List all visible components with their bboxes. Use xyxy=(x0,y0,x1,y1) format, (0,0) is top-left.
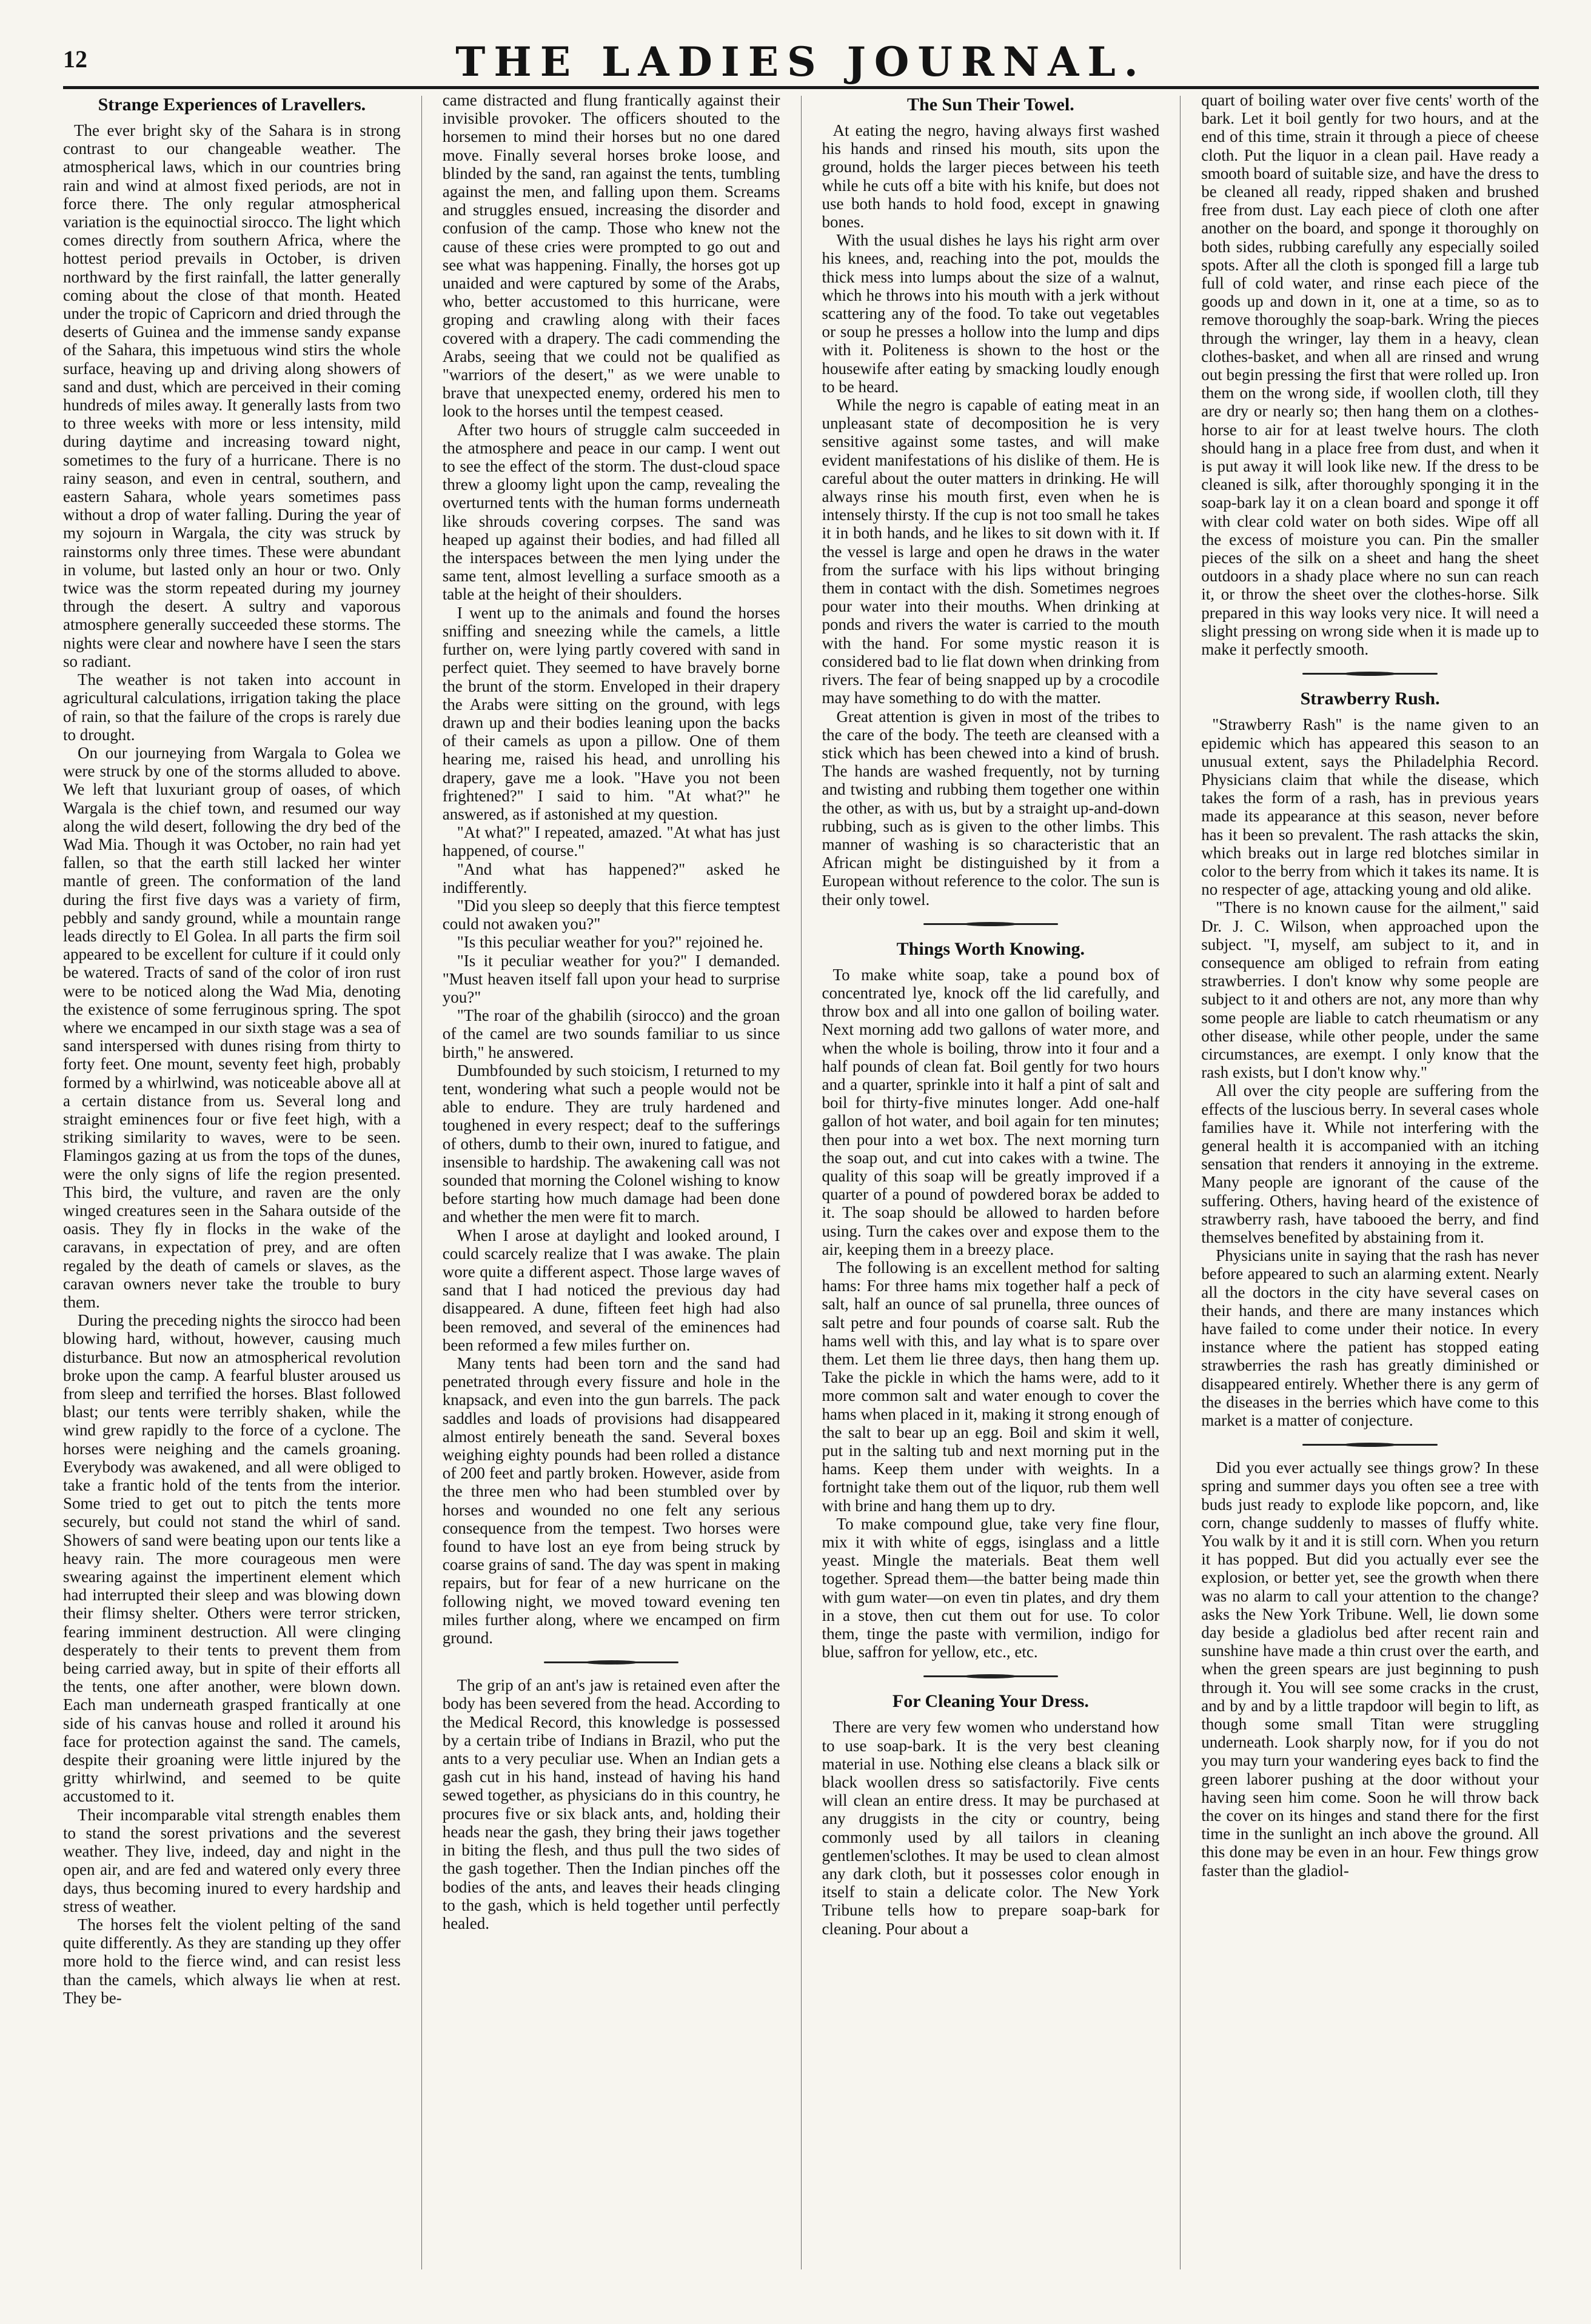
article-paragraph: Their incomparable vital strength enables them to stand the sorest privations and the severest weather. They live, indeed, day and night in the open air, and are fed and watered only every three days, thus becoming inured to every hardship and stress of weather. xyxy=(63,1805,401,1915)
section-separator xyxy=(822,1669,1160,1683)
column-3 xyxy=(822,91,1160,2269)
article-title: The Sun Their Towel. xyxy=(907,95,1074,115)
article-paragraph: While the negro is capable of eating meat in an unpleasant state of decomposition he is very sensitive against some tastes, and will make evident manifestations of his dislike of them. He is careful about the outer matters in drinking. He will always rinse his mouth first, even when he is intensely thirsty. If the cup is not too small he takes it in both hands, and he likes to sit down with it. If the vessel is large and open he draws in the water from the surface with his lips without bringing them in contact with the dish. Sometimes negroes pour water into their mouths. When drinking at ponds and rivers the water is carried to the mouth with the hand. For some mystic reason it is considered bad to lie flat down when drinking from rivers. The fear of being snapped up by a crocodile may have something to do with the matter. xyxy=(822,396,1160,707)
article-paragraph: During the preceding nights the sirocco had been blowing hard, without, however, causing much disturbance. But now an atmospherical revolution broke upon the camp. A fearful bluster aroused us from sleep and terrified the horses. Blast followed blast; our tents were terribly shaken, while the wind grew rapidly to the force of a cyclone. The horses were neighing and the camels groaning. Everybody was awakened, and all were obliged to take a frantic hold of the tents from the interior. Some tried to get out to pitch the tents more securely, but could not stand the whirl of sand. Showers of sand were beating upon our tents like a heavy rain. The more courageous men were swearing against the impertinent element which had interrupted their sleep and was blowing down their flimsy shelter. Others were terror stricken, fearing imminent destruction. All were clinging desperately to their tents to prevent them from being carried away, but in spite of their efforts all the tents, one after another, were blown down. Each man underneath grasped frantically at one side of his canvas house and rolled it around his face for protection against the sand. The camels, despite their groaning were little injured by the gritty whirlwind, and seemed to be quite accustomed to it. xyxy=(63,1311,401,1806)
article-paragraph: Great attention is given in most of the tribes to the care of the body. The teeth are cleansed with a stick which has been chewed into a kind of brush. The hands are washed frequently, not by turning and twisting and rubbing them together one within the other, as with us, but by a straight up-and-down rubbing, such as is given to the other limbs. This manner of washing is so characteristic that an African might be distinguished by it from a European without reference to the color. The sun is their only towel. xyxy=(822,707,1160,909)
article-paragraph: On our journeying from Wargala to Golea we were struck by one of the storms alluded to above. We left that luxuriant group of oases, of which Wargala is the chief town, and resumed our way along the wild desert, following the dry bed of the Wad Mia. Though it was October, no rain had yet fallen, so that the earth still lacked her winter mantle of green. The conformation of the land during the first five days was a variety of firm, pebbly and sandy ground, while a mountain range leads directly to El Golea. In all parts the firm soil appeared to be excellent for culture if it could only be watered. Tracts of sand of the color of iron rust were to be noticed along the Wad Mia, denoting the existence of some ferruginous spring. The spot where we encamped in our sixth stage was a sea of sand interspersed with dunes rising from thirty to forty feet. One mount, seventy feet high, probably formed by a whirlwind, was noticeable above all at a certain distance from us. Several long and straight eminences four or five feet high, with a striking similarity to waves, were to be seen. Flamingos gazing at us from the tops of the dunes, were the only signs of life the region presented. This bird, the vulture, and raven are the only winged creatures seen in the Sahara outside of the oasis. They fly in flocks in the wake of the caravans, in expectation of prey, and are often regaled by the death of camels or slaves, as the caravan owners never take the trouble to bury them. xyxy=(63,743,401,1311)
article-title: Strawberry Rush. xyxy=(1300,689,1440,709)
article-paragraph: When I arose at daylight and looked around, I could scarcely realize that I was awake. The plain wore quite a different aspect. Those large waves of sand that I had noticed the previous day had disappeared. A dune, fifteen feet high had also been removed, and several of the eminences had been reformed a few miles further on. xyxy=(442,1226,780,1354)
article-title: For Cleaning Your Dress. xyxy=(892,1691,1089,1712)
article-paragraph: "The roar of the ghabilih (sirocco) and the groan of the camel are two sounds familiar to us since birth," he answered. xyxy=(442,1006,780,1061)
article-paragraph: Many tents had been torn and the sand had penetrated through every fissure and hole in the knapsack, and even into the gun barrels. The pack saddles and loads of provisions had disappeared almost entirely beneath the sand. Several boxes weighing eighty pounds had been rolled a distance of 200 feet and partly broken. However, aside from the three men who had been stumbled over by horses and wounded no one felt any serious consequence from the tempest. Two horses were found to have lost an eye from being struck by coarse grains of sand. The day was spent in making repairs, but for fear of a new hurricane on the following night, we moved toward evening ten miles further along, where we encamped on firm ground. xyxy=(442,1354,780,1648)
article-paragraph: There are very few women who understand how to use soap-bark. It is the very best cleaning material in use. Nothing else cleans a black silk or black woollen dress so satisfactorily. Five cents will clean an entire dress. It may be purchased at any druggists in the city or country, being commonly used by all tailors in cleaning gentlemen'sclothes. It may be used to clean almost any dark cloth, but it possesses color enough in itself to stain a delicate color. The New York Tribune tells how to prepare soap-bark for cleaning. Pour about a xyxy=(822,1718,1160,1938)
article-paragraph: "And what has happened?" asked he indifferently. xyxy=(442,860,780,897)
article-paragraph: "There is no known cause for the ailment," said Dr. J. C. Wilson, when approached upon the subject. "I, myself, am subject to it, and in consequence am obliged to refrain from eating strawberries. I don't know why some people are subject to it and others are not, any more than why some people are liable to catch rheumatism or any other disease, while other people, under the same circumstances, are exempt. I only know that the rash exists, but I don't know why." xyxy=(1201,898,1539,1082)
article-paragraph: The grip of an ant's jaw is retained even after the body has been severed from the head. According to the Medical Record, this knowledge is possessed by a certain tribe of Indians in Brazil, who put the ants to a very peculiar use. When an Indian gets a gash cut in his hand, instead of having his hand sewed together, as physicians do in this country, he procures five or six black ants, and, holding their heads near the gash, they bring their jaws together in biting the flesh, and thus pull the two sides of the gash together. Then the Indian pinches off the bodies of the ants, and leaves their heads clinging to the gash, which is held together until perfectly healed. xyxy=(442,1676,780,1932)
section-separator xyxy=(1201,1438,1539,1451)
journal-title: THE LADIES JOURNAL. xyxy=(455,38,1147,85)
article-paragraph: The following is an excellent method for salting hams: For three hams mix together half a peck of salt, half an ounce of sal prunella, three ounces of salt petre and four pounds of coarse salt. Rub the hams well with this, and lay what is to spare over them. Let them lie three days, then hang them up. Take the pickle in which the hams were, add to it more common salt and water enough to cover the hams when placed in it, making it strong enough of the salt to bear up an egg. Boil and skim it well, put in the salting tub and next morning put in the hams. Keep them under with weights. In a fortnight take them out of the liquor, rub them well with brine and hang them up to dry. xyxy=(822,1258,1160,1515)
column-rule xyxy=(421,96,422,2269)
article-paragraph: "At what?" I repeated, amazed. "At what has just happened, of course." xyxy=(442,823,780,860)
section-separator xyxy=(822,917,1160,930)
article-paragraph: Did you ever actually see things grow? In these spring and summer days you often see a tree with buds just ready to explode like popcorn, and, like corn, change suddenly to masses of fluffy white. You walk by it and it is still corn. When you return it has popped. But did you actually ever see the explosion, or better yet, see the growth when there was no alarm to call your attention to the change? asks the New York Tribune. Well, lie down some day beside a gladiolus bed after recent rain and sunshine have made a thin crust over the earth, and when the green spears are just beginning to push through it. You will see some cracks in the crust, and by and by a little trapdoor will begin to lift, as though some small Titan were struggling underneath. Look sharply now, for if you do not you may turn your wandering eyes back to find the green laborer pushing at the door without your having seen him come. Soon he will throw back the cover on its hinges and stand there for the first time in the sunlight an inch above the ground. All this done may be even in an hour. Few things grow faster than the gladiol- xyxy=(1201,1458,1539,1880)
article-title: Strange Experiences of Lravellers. xyxy=(98,95,366,115)
article-paragraph: To make compound glue, take very fine flour, mix it with white of eggs, isinglass and a little yeast. Mingle the materials. Beat them well together. Spread them—the batter being made thin with gum water—on even tin plates, and dry them in a stove, then cut them out for use. To color them, tinge the paste with vermilion, indigo for blue, saffron for yellow, etc., etc. xyxy=(822,1514,1160,1661)
article-title: Things Worth Knowing. xyxy=(896,938,1085,959)
article-paragraph: With the usual dishes he lays his right arm over his knees, and, reaching into the pot, moulds the thick mess into lumps about the size of a walnut, which he throws into his mouth with a jerk without scattering any of the food. To take out vegetables or soup he presses a hollow into the lump and dips with it. Politeness is shown to the host or the housewife after eating by smacking loudly enough to be heard. xyxy=(822,231,1160,396)
column-2 xyxy=(443,91,780,2269)
article-columns xyxy=(63,91,1539,2269)
article-paragraph: The weather is not taken into account in agricultural calculations, irrigation taking the place of rain, so that the failure of the crops is rarely due to drought. xyxy=(63,670,401,744)
page-number: 12 xyxy=(63,45,87,73)
column-rule xyxy=(1180,96,1181,2269)
article-paragraph: Physicians unite in saying that the rash has never before appeared to such an alarming extent. Nearly all the doctors in the city have several cases on their hands, and there are many instances which have failed to come under their notice. In every instance where the patient has stopped eating strawberries the rash has greatly diminished or disappeared entirely. Whether there is any germ of the diseases in the berries which have come to this market is a matter of conjecture. xyxy=(1201,1246,1539,1430)
article-paragraph: All over the city people are suffering from the effects of the luscious berry. In several cases whole families have it. While not interfering with the general health it is accompanied with an itching sensation that renders it annoying in the extreme. Many people are ignorant of the cause of the suffering. Others, having heard of the existence of strawberry rash, have tabooed the berry, and find themselves benefited by abstaining from it. xyxy=(1201,1081,1539,1246)
article-paragraph: "Is it peculiar weather for you?" I demanded. "Must heaven itself fall upon your head to surprise you?" xyxy=(442,951,780,1006)
article-paragraph: To make white soap, take a pound box of concentrated lye, knock off the lid carefully, and throw box and all into one gallon of boiling water. Next morning add two gallons of water more, and when the whole is boiling, throw into it four and a half pounds of clean fat. Boil gently for two hours and a quarter, sprinkle into it half a pint of salt and boil for thirty-five minutes longer. Add one-half gallon of hot water, and boil again for ten minutes; then pour into a wet box. The next morning turn the soap out, and cut into cakes with a twine. The quality of this soap will be greatly improved if a quarter of a pound of powdered borax be added to it. The soap should be allowed to harden before using. Turn the cakes over and expose them to the air, keeping them in a breezy place. xyxy=(822,965,1160,1258)
masthead xyxy=(63,38,1539,89)
section-separator xyxy=(1201,667,1539,680)
section-separator xyxy=(443,1655,780,1669)
article-paragraph: At eating the negro, having always first washed his hands and rinsed his mouth, sits upon the ground, holds the larger pieces between his teeth while he cuts off a bite with his knife, but does not use both hands to hold food, except in gnawing bones. xyxy=(822,121,1160,232)
article-paragraph: I went up to the animals and found the horses sniffing and sneezing while the camels, a little further on, were lying partly covered with sand in perfect quiet. They seemed to have bravely borne the brunt of the storm. Enveloped in their drapery the Arabs were sitting on the ground, with legs drawn up and their bodies leaning upon the backs of their camels as upon a pillow. One of them hearing me, raised his head, and unrolling his drapery, gave me a look. "Have you not been frightened?" I said to him. "At what?" he answered, as if astonished at my question. xyxy=(442,603,780,823)
article-paragraph: The ever bright sky of the Sahara is in strong contrast to our changeable weather. The atmospherical laws, which in our countries bring rain and wind at almost fixed periods, are not in force there. The only regular atmospherical variation is the equinoctial sirocco. The light which comes directly from southern Africa, where the hottest period prevails in October, is driven northward by the first rainfall, the latter generally coming about the close of that month. Heated under the tropic of Capricorn and dried through the deserts of Guinea and the immense sandy expanse of the Sahara, this impetuous wind stirs the whole surface, heaving up and driving along showers of sand and dust, which are perceived in their coming hundreds of miles away. It generally lasts from two to three weeks with more or less intensity, mild during daytime and increasing toward night, sometimes to the fury of a hurricane. There is no rainy season, and even in central, southern, and eastern Sahara, whole years sometimes pass without a drop of water falling. During the year of my sojourn in Wargala, the city was struck by rainstorms only three times. These were abundant in volume, but lasted only an hour or two. Only twice was the storm repeated during my journey through the desert. A sultry and vaporous atmosphere generally succeeded these storms. The nights were clear and nowhere have I seen the stars so radiant. xyxy=(63,121,401,670)
column-rule xyxy=(801,96,802,2269)
article-paragraph: quart of boiling water over five cents' worth of the bark. Let it boil gently for two hours, and at the end of this time, strain it through a piece of cheese cloth. Put the liquor in a clean pail. Have ready a smooth board of suitable size, and have the dress to be cleaned all ready, ripped shaken and brushed free from dust. Lay each piece of cloth one after another on the board, and sponge it thoroughly on both sides, rubbing carefully any especially soiled spots. After all the cloth is sponged fill a large tub full of cold water, and rinse each piece of the goods up and down in it, one at a time, so as to remove thoroughly the soap-bark. Wring the pieces through the wringer, lay them in a heavy, clean clothes-basket, and when all are rinsed and wrung out begin pressing the first that were rolled up. Iron them on the wrong side, if woollen cloth, till they are dry or nearly so; then hang them on a clothes-horse to air for at least twelve hours. The cloth should hang in a place free from dust, and when it is put away it will look like new. If the dress to be cleaned is silk, after thoroughly sponging it in the soap-bark lay it on a clean board and sponge it off with clear cold water on both sides. Wipe off all the excess of moisture you can. Pin the smaller pieces of the silk on a sheet and hang the sheet outdoors in a shady place where no sun can reach it, or throw the sheet over the clothes-horse. Silk prepared in this way looks very nice. It will need a slight pressing on wrong side when it is made up to make it perfectly smooth. xyxy=(1201,91,1539,659)
article-paragraph: "Is this peculiar weather for you?" rejoined he. xyxy=(457,933,763,952)
column-4 xyxy=(1201,91,1539,2269)
article-paragraph: Dumbfounded by such stoicism, I returned to my tent, wondering what such a people would not be able to endure. They are truly hardened and toughened in every respect; deaf to the sufferings of others, dumb to their own, inured to fatigue, and insensible to hardship. The awakening call was not sounded that morning the Colonel wishing to know before starting how much damage had been done and whether the men were fit to march. xyxy=(442,1061,780,1226)
column-1 xyxy=(63,91,401,2269)
article-paragraph: came distracted and flung frantically against their invisible provoker. The officers shouted to the horsemen to mind their horses but no one dared move. Finally several horses broke loose, and blinded by the sand, ran against the tents, tumbling against the men, and falling upon them. Screams and struggles ensued, increasing the disorder and confusion of the camp. Those who knew not the cause of these cries were prompted to go out and see what was happening. Finally, the horses got up unaided and were captured by some of the Arabs, who, better accustomed to this hurricane, were groping and crawling along with their faces covered with a drapery. The cadi commending the Arabs, seeing that we could not be qualified as "warriors of the desert," as we were unable to brave that unexpected enemy, ordered his men to look to the horses until the tempest ceased. xyxy=(442,91,780,421)
article-paragraph: The horses felt the violent pelting of the sand quite differently. As they are standing up they offer more hold to the fierce wind, and can resist less than the camels, which always lie when at rest. They be- xyxy=(63,1915,401,2007)
article-paragraph: "Did you sleep so deeply that this fierce temptest could not awaken you?" xyxy=(442,896,780,933)
article-paragraph: "Strawberry Rash" is the name given to an epidemic which has appeared this season to an unusual extent, says the Philadelphia Record. Physicians claim that while the disease, which takes the form of a rash, has in previous years made its appearance at this season, never before has it been so prevalent. The rash attacks the skin, which breaks out in large red blotches similar in color to the berry from which it takes its name. It is no respecter of age, attacking young and old alike. xyxy=(1201,715,1539,899)
article-paragraph: After two hours of struggle calm succeeded in the atmosphere and peace in our camp. I went out to see the effect of the storm. The dust-cloud space threw a gloomy light upon the camp, revealing the overturned tents with the human forms underneath like shrouds covering corpses. The sand was heaped up against their bodies, and had filled all the interspaces between the men lying under the same tent, almost levelling a surface smooth as a table at the height of their shoulders. xyxy=(442,420,780,604)
